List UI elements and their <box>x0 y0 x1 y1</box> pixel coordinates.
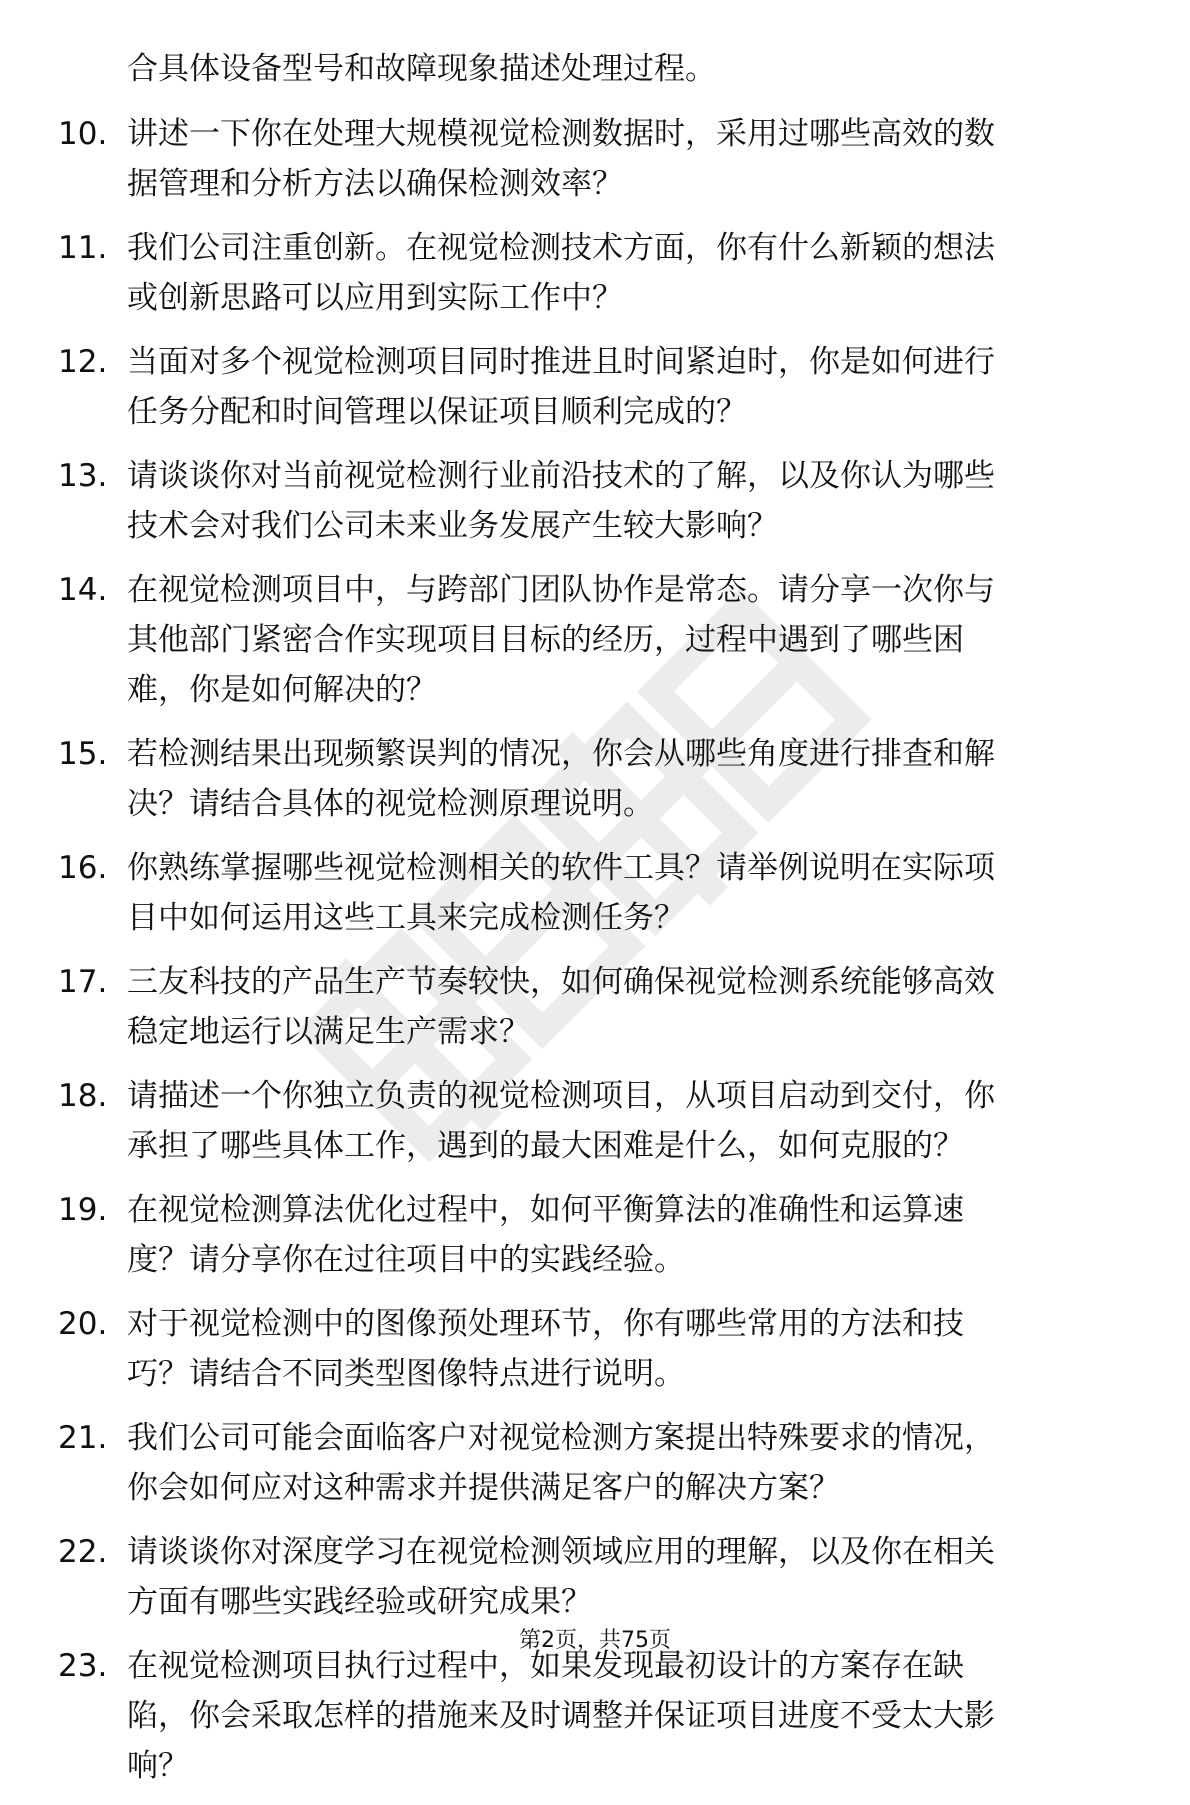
question-text <box>127 1527 1127 1627</box>
question-item <box>0 1299 1190 1399</box>
question-number: 22. <box>58 1534 108 1570</box>
question-text-line: 三友科技的产品生产节奏较快，如何确保视觉检测系统能够高效 <box>127 964 995 1000</box>
question-text <box>127 1641 1127 1791</box>
question-number: 21. <box>58 1420 108 1456</box>
question-list <box>0 109 1190 1805</box>
question-item <box>0 1527 1190 1627</box>
continuation-text: 合具体设备型号和故障现象描述处理过程。 <box>127 51 716 87</box>
question-text-line: 讲述一下你在处理大规模视觉检测数据时，采用过哪些高效的数 <box>127 116 995 152</box>
question-text-line: 方面有哪些实践经验或研究成果？ <box>127 1584 592 1620</box>
question-text <box>127 729 1127 829</box>
question-text <box>127 451 1127 551</box>
question-item <box>0 565 1190 715</box>
question-number: 15. <box>58 736 108 772</box>
question-item <box>0 109 1190 209</box>
question-text-line: 承担了哪些具体工作，遇到的最大困难是什么，如何克服的？ <box>127 1128 964 1164</box>
question-text-line: 稳定地运行以满足生产需求？ <box>127 1014 530 1050</box>
question-number: 16. <box>58 850 108 886</box>
question-number: 10. <box>58 116 108 152</box>
question-number: 20. <box>58 1306 108 1342</box>
question-item <box>0 1413 1190 1513</box>
question-item <box>0 1071 1190 1171</box>
question-text-line: 其他部门紧密合作实现项目目标的经历，过程中遇到了哪些困 <box>127 622 964 658</box>
question-text-line: 你熟练掌握哪些视觉检测相关的软件工具？请举例说明在实际项 <box>127 850 995 886</box>
question-number: 13. <box>58 458 108 494</box>
question-item <box>0 729 1190 829</box>
question-text-line: 巧？请结合不同类型图像特点进行说明。 <box>127 1356 685 1392</box>
question-text <box>127 1413 1127 1513</box>
question-text <box>127 565 1127 715</box>
question-number: 17. <box>58 964 108 1000</box>
question-text <box>127 1071 1127 1171</box>
question-text-line: 在视觉检测算法优化过程中，如何平衡算法的准确性和运算速 <box>127 1192 964 1228</box>
question-text-line: 难，你是如何解决的？ <box>127 672 437 708</box>
question-text <box>127 109 1127 209</box>
question-number: 23. <box>58 1648 108 1684</box>
question-text <box>127 957 1127 1057</box>
question-text <box>127 1185 1127 1285</box>
question-text-line: 在视觉检测项目执行过程中，如果发现最初设计的方案存在缺 <box>127 1648 964 1684</box>
page-footer: 第2页，共75页 <box>519 1628 671 1653</box>
question-number: 18. <box>58 1078 108 1114</box>
question-item <box>0 451 1190 551</box>
question-number: 12. <box>58 344 108 380</box>
question-text <box>127 337 1127 437</box>
question-text-line: 请谈谈你对当前视觉检测行业前沿技术的了解，以及你认为哪些 <box>127 458 995 494</box>
question-text-line: 若检测结果出现频繁误判的情况，你会从哪些角度进行排查和解 <box>127 736 995 772</box>
question-number: 14. <box>58 572 108 608</box>
question-text-line: 技术会对我们公司未来业务发展产生较大影响？ <box>127 508 778 544</box>
question-text-line: 对于视觉检测中的图像预处理环节，你有哪些常用的方法和技 <box>127 1306 964 1342</box>
question-text-line: 当面对多个视觉检测项目同时推进且时间紧迫时，你是如何进行 <box>127 344 995 380</box>
question-item <box>0 223 1190 323</box>
question-item <box>0 337 1190 437</box>
question-text-line: 陷，你会采取怎样的措施来及时调整并保证项目进度不受太大影 <box>127 1698 995 1734</box>
question-text-line: 或创新思路可以应用到实际工作中？ <box>127 280 623 316</box>
question-text-line: 任务分配和时间管理以保证项目顺利完成的？ <box>127 394 747 430</box>
question-text-line: 目中如何运用这些工具来完成检测任务？ <box>127 900 685 936</box>
question-number: 19. <box>58 1192 108 1228</box>
question-number: 11. <box>58 230 108 266</box>
question-text <box>127 223 1127 323</box>
question-text-line: 你会如何应对这种需求并提供满足客户的解决方案？ <box>127 1470 840 1506</box>
question-text-line: 决？请结合具体的视觉检测原理说明。 <box>127 786 654 822</box>
question-text-line: 我们公司可能会面临客户对视觉检测方案提出特殊要求的情况， <box>127 1420 995 1456</box>
question-text-line: 请描述一个你独立负责的视觉检测项目，从项目启动到交付，你 <box>127 1078 995 1114</box>
question-text-line: 请谈谈你对深度学习在视觉检测领域应用的理解，以及你在相关 <box>127 1534 995 1570</box>
question-item <box>0 1185 1190 1285</box>
question-text-line: 度？请分享你在过往项目中的实践经验。 <box>127 1242 685 1278</box>
question-text-line: 据管理和分析方法以确保检测效率？ <box>127 166 623 202</box>
question-item <box>0 843 1190 943</box>
question-text-line: 我们公司注重创新。在视觉检测技术方面，你有什么新颖的想法 <box>127 230 995 266</box>
question-text <box>127 843 1127 943</box>
question-text-line: 在视觉检测项目中，与跨部门团队协作是常态。请分享一次你与 <box>127 572 995 608</box>
question-item <box>0 1641 1190 1791</box>
question-text-line: 响？ <box>127 1748 189 1784</box>
question-item <box>0 957 1190 1057</box>
question-text <box>127 1299 1127 1399</box>
